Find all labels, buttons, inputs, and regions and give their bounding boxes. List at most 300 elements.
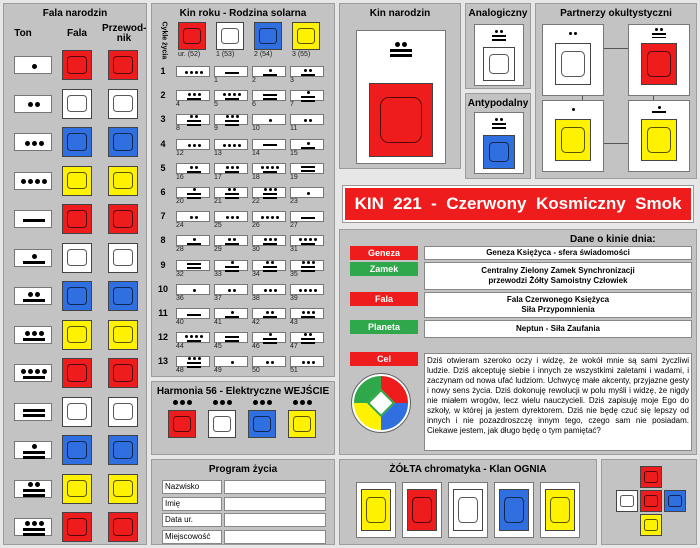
kin-year-age: 1 <box>214 77 218 84</box>
dot <box>309 119 312 122</box>
harmonia-title: Harmonia 56 - Elektryczne WEJŚCIE <box>156 386 330 397</box>
bar <box>263 243 277 245</box>
partner-yellow-seal-icon <box>641 119 677 161</box>
kin-year-age: 21 <box>214 198 222 205</box>
tone-5-icon <box>15 211 53 229</box>
dot <box>198 144 201 147</box>
tone-12-icon <box>475 29 523 41</box>
bar <box>263 342 277 344</box>
year-header-label: 1 (53) <box>216 51 235 58</box>
dot <box>307 261 310 264</box>
bar <box>187 314 201 316</box>
tone-dots <box>190 166 198 169</box>
dot <box>173 400 178 405</box>
dot <box>185 335 188 338</box>
fala-white-seal-icon <box>62 89 92 119</box>
kin-year-age: 28 <box>176 246 184 254</box>
kin-year-cell[interactable] <box>214 260 248 271</box>
dot <box>188 144 191 147</box>
cross-blue-seal-icon <box>664 490 686 512</box>
tone-dots <box>185 335 203 338</box>
bar <box>263 171 277 173</box>
kin-year-cell[interactable] <box>176 114 210 125</box>
kin-year-cell[interactable] <box>290 66 324 77</box>
bar <box>301 74 315 76</box>
bar <box>492 39 506 41</box>
dot <box>307 311 310 314</box>
bar <box>492 35 506 37</box>
chromatyka-blue-seal-icon <box>499 489 529 531</box>
tone-10-icon <box>253 91 287 102</box>
kin-year-age: 12 <box>176 149 184 157</box>
kin-year-age: 47 <box>290 343 298 351</box>
antypodalny-panel <box>465 93 531 179</box>
przewodnik-yellow-seal-icon <box>108 474 138 504</box>
kin-year-cell[interactable] <box>290 114 324 125</box>
bar <box>225 171 239 173</box>
kin-year-cell[interactable] <box>252 114 286 125</box>
dot <box>42 179 47 184</box>
kin-year-cell[interactable] <box>176 163 210 174</box>
kin-year-cell[interactable] <box>176 187 210 198</box>
dane-label-zamek: Zamek <box>350 262 418 276</box>
bar <box>23 414 45 417</box>
dot <box>32 141 37 146</box>
dane-value-planeta: Neptun - Siła Zaufania <box>424 320 692 338</box>
kin-narodzin-title: Kin narodzin <box>369 8 431 19</box>
tone-dots <box>28 102 40 107</box>
bar <box>225 98 239 100</box>
kin-year-cell[interactable] <box>252 356 286 367</box>
ton-box <box>14 403 52 421</box>
fala-white-seal-icon <box>62 397 92 427</box>
kin-year-cell[interactable] <box>214 66 248 77</box>
dot <box>42 369 47 374</box>
przewodnik-white-seal-icon <box>108 89 138 119</box>
tone-12-icon <box>15 481 53 499</box>
przewodnik-red-seal-icon <box>108 358 138 388</box>
kin-year-cell[interactable] <box>176 308 210 319</box>
program-field-label: Imię <box>162 497 222 511</box>
fala-blue-seal-icon <box>62 281 92 311</box>
dot <box>21 369 26 374</box>
bar <box>390 49 412 52</box>
kin-year-cell[interactable] <box>214 114 248 125</box>
dot <box>231 311 234 314</box>
dot <box>195 115 198 118</box>
fala-yellow-seal-icon <box>62 166 92 196</box>
dot <box>500 30 503 33</box>
ton-box <box>14 210 52 228</box>
tone-dots <box>213 400 232 405</box>
bar <box>23 451 45 454</box>
dot <box>236 115 239 118</box>
dot <box>304 333 307 336</box>
dot <box>261 216 264 219</box>
cycle-row-number: 12 <box>157 332 168 343</box>
bar <box>225 124 239 126</box>
bar <box>187 197 201 199</box>
kin-year-cell[interactable] <box>290 235 324 246</box>
kin-year-cell[interactable] <box>176 356 210 367</box>
chromatyka-box <box>540 482 580 538</box>
kin-year-cell[interactable] <box>176 284 210 295</box>
bar <box>23 489 45 492</box>
dane-label-planeta: Planeta <box>350 320 418 334</box>
partner-box <box>628 100 690 172</box>
kin-year-cell[interactable] <box>176 260 210 271</box>
kin-year-cell[interactable] <box>252 211 286 222</box>
year-yellow-seal-icon <box>292 22 320 50</box>
kin-year-cell[interactable] <box>176 332 210 343</box>
kin-year-cell[interactable] <box>252 260 286 271</box>
fala-red-seal-icon <box>62 50 92 80</box>
kin-year-age: 18 <box>252 173 260 181</box>
dot <box>304 69 307 72</box>
bar <box>263 98 277 100</box>
dot <box>28 292 33 297</box>
kin-year-cell[interactable] <box>290 332 324 343</box>
kin-year-age: 39 <box>290 294 298 302</box>
dot <box>309 69 312 72</box>
kin-year-cell[interactable] <box>214 356 248 367</box>
dot <box>402 42 407 47</box>
kin-year-age: 45 <box>214 343 222 351</box>
tone-12-icon <box>177 115 211 126</box>
dot <box>569 32 572 35</box>
dot <box>228 188 231 191</box>
kin-roku-panel <box>151 3 335 377</box>
cycle-row-number: 9 <box>160 259 166 270</box>
dot <box>223 93 226 96</box>
dot <box>233 238 236 241</box>
kin-year-age: 27 <box>290 222 298 230</box>
kin-year-age: 26 <box>252 222 260 230</box>
kin-year-cell[interactable] <box>252 332 286 343</box>
chromatyka-box <box>494 482 534 538</box>
tone-dots <box>223 93 241 96</box>
bar <box>187 98 201 100</box>
bar <box>225 193 239 195</box>
kin-year-cell[interactable] <box>214 332 248 343</box>
tone-dots <box>223 144 241 147</box>
kin-year-cell[interactable] <box>290 187 324 198</box>
fala-narodzin-panel <box>3 3 147 545</box>
kin-year-age: 43 <box>290 319 298 326</box>
dot <box>21 179 26 184</box>
cross-red-seal-icon <box>640 490 662 512</box>
bar <box>23 456 45 459</box>
bar <box>23 338 45 341</box>
kin-year-cell[interactable] <box>252 139 286 150</box>
cycle-row-number: 13 <box>157 356 168 367</box>
dot <box>309 238 312 241</box>
tone-1-icon <box>15 57 53 75</box>
bar <box>301 96 315 98</box>
tone-dots <box>25 141 44 146</box>
year-blue-seal-icon <box>254 22 282 50</box>
przewodnik-white-seal-icon <box>108 243 138 273</box>
dot <box>309 333 312 336</box>
analogiczny-title: Analogiczny <box>468 8 528 19</box>
dot <box>32 331 37 336</box>
tone-dots <box>293 400 312 405</box>
bar <box>225 120 239 122</box>
bar <box>301 316 315 318</box>
tone-3-icon <box>15 134 53 152</box>
tone-dots <box>188 357 201 360</box>
dot <box>267 400 272 405</box>
tone-dots <box>226 166 239 169</box>
tone-dots <box>569 32 577 35</box>
dot <box>299 289 302 292</box>
tone-3-icon <box>288 399 316 405</box>
tone-dots <box>193 238 196 241</box>
kin-narodzin-panel <box>339 3 461 169</box>
kin-year-cell[interactable] <box>290 356 324 367</box>
dot <box>231 216 234 219</box>
fala-narodzin-title: Fala narodzin <box>42 8 108 19</box>
tone-9-icon <box>15 365 53 383</box>
kin-roku-title: Kin roku - Rodzina solarna <box>179 8 307 19</box>
tone-dots <box>266 361 274 364</box>
tone-dots <box>307 192 310 195</box>
kin-year-cell[interactable] <box>176 211 210 222</box>
dot <box>314 289 317 292</box>
kin-year-cell[interactable] <box>176 66 210 77</box>
dot <box>307 142 310 145</box>
analogiczny-panel <box>465 3 531 89</box>
kin-year-age: 10 <box>252 125 260 133</box>
kin-year-cell[interactable] <box>214 90 248 101</box>
chromatyka-box <box>402 482 442 538</box>
bar <box>390 54 412 57</box>
kin-year-cell[interactable] <box>176 235 210 246</box>
bar <box>263 144 277 146</box>
partner-yellow-seal-icon <box>555 119 591 161</box>
program-field-input[interactable] <box>224 530 326 544</box>
fala-blue-seal-icon <box>62 435 92 465</box>
dot <box>35 179 40 184</box>
kin-year-age: 11 <box>290 125 298 133</box>
kin-year-age: 19 <box>290 173 298 181</box>
bar <box>23 376 45 379</box>
program-field-input[interactable] <box>224 513 326 527</box>
kin-year-cell[interactable] <box>214 187 248 198</box>
tone-dots <box>655 28 663 31</box>
kin-year-cell[interactable] <box>214 284 248 295</box>
tone-dots <box>228 238 236 241</box>
kin-narodzin-box <box>356 30 446 164</box>
kin-year-cell[interactable] <box>214 139 248 150</box>
dane-value-zamek: Centralny Zielony Zamek Synchronizacji przewodzi Żółty Samoistny Człowiek <box>424 262 692 290</box>
dot <box>198 357 201 360</box>
bar <box>23 261 45 264</box>
tone-dots <box>658 106 661 109</box>
bar <box>263 94 277 96</box>
ton-box <box>14 133 52 151</box>
kin-year-cell[interactable] <box>214 163 248 174</box>
partner-red-seal-icon <box>641 43 677 85</box>
kin-year-cell[interactable] <box>290 260 324 271</box>
bar <box>225 72 239 74</box>
kin-year-cell[interactable] <box>290 139 324 150</box>
kin-year-age: 49 <box>214 367 222 375</box>
kin-year-cell[interactable] <box>252 163 286 174</box>
cycle-row-number: 5 <box>160 162 166 173</box>
kin-year-cell[interactable] <box>214 235 248 246</box>
tone-dots <box>25 331 44 336</box>
dot <box>35 292 40 297</box>
bar <box>263 193 277 195</box>
kin-year-cell[interactable] <box>176 90 210 101</box>
kin-year-cell[interactable] <box>252 187 286 198</box>
bar <box>301 270 315 272</box>
kin-year-age: 20 <box>176 198 184 205</box>
fala-red-seal-icon <box>62 204 92 234</box>
przewodnik-white-seal-icon <box>108 397 138 427</box>
tone-dots <box>188 144 201 147</box>
harmonia-white-seal-icon <box>208 410 236 438</box>
bar <box>301 338 315 340</box>
tone-dots <box>304 333 312 336</box>
chromatyka-white-seal-icon <box>453 489 483 531</box>
dot <box>193 93 196 96</box>
bar <box>263 316 277 318</box>
dot <box>35 482 40 487</box>
kin-title: KIN 221 - Czerwony Kosmiczny Smok <box>343 186 694 222</box>
kin-year-cell[interactable] <box>290 284 324 295</box>
chromatyka-box <box>448 482 488 538</box>
tone-11-icon <box>15 442 53 460</box>
dot <box>226 166 229 169</box>
tone-dots <box>495 30 503 33</box>
tone-dots <box>231 261 234 264</box>
bar <box>23 299 45 302</box>
tone-dots <box>228 289 236 292</box>
kin-year-cell[interactable] <box>252 308 286 319</box>
dot <box>233 289 236 292</box>
bar <box>301 243 315 245</box>
dane-title: Dane o kinie dnia: <box>570 234 656 245</box>
bar <box>492 123 506 125</box>
tone-4-icon <box>15 173 53 191</box>
bar <box>263 338 277 340</box>
dot <box>302 361 305 364</box>
kin-year-age: 34 <box>252 270 260 278</box>
tone-dots <box>264 289 277 292</box>
kin-year-cell[interactable] <box>290 163 324 174</box>
dot <box>312 261 315 264</box>
kin-year-cell[interactable] <box>252 284 286 295</box>
fala-yellow-seal-icon <box>62 320 92 350</box>
bar <box>652 33 666 35</box>
dot <box>300 400 305 405</box>
dot <box>264 289 267 292</box>
fala-red-seal-icon <box>62 512 92 542</box>
kin-year-cell[interactable] <box>290 308 324 319</box>
year-header-label: 3 (55) <box>292 51 311 58</box>
kin-year-age: 6 <box>252 101 256 109</box>
dot <box>269 289 272 292</box>
bar <box>301 217 315 219</box>
program-field-label: Miejscowość <box>162 530 222 544</box>
bar <box>301 147 315 149</box>
ton-box <box>14 480 52 498</box>
harmonia-blue-seal-icon <box>248 410 276 438</box>
tone-dots <box>185 71 203 74</box>
kin-year-age: 44 <box>176 343 184 351</box>
dane-label-fala: Fala <box>350 292 418 306</box>
kin-year-age: 3 <box>290 77 294 84</box>
dot <box>231 166 234 169</box>
dot <box>314 238 317 241</box>
kin-year-cell[interactable] <box>290 211 324 222</box>
dot <box>271 311 274 314</box>
kin-year-cell[interactable] <box>252 235 286 246</box>
tone-dots <box>307 142 310 145</box>
dot <box>185 71 188 74</box>
year-red-seal-icon <box>178 22 206 50</box>
kin-year-cell[interactable] <box>214 308 248 319</box>
dot <box>236 216 239 219</box>
dot <box>655 28 658 31</box>
harmonia-red-seal-icon <box>168 410 196 438</box>
dot <box>395 42 400 47</box>
tone-dots <box>266 311 274 314</box>
dot <box>293 400 298 405</box>
dot <box>198 93 201 96</box>
kin-year-age: 7 <box>290 101 294 109</box>
przewodnik-blue-seal-icon <box>108 281 138 311</box>
dot <box>193 144 196 147</box>
bar <box>263 266 277 268</box>
kin-year-cell[interactable] <box>290 90 324 101</box>
dot <box>312 311 315 314</box>
partner-box <box>628 24 690 96</box>
przewodnik-yellow-seal-icon <box>108 166 138 196</box>
tone-4-icon <box>177 67 211 78</box>
fala-blue-seal-icon <box>62 127 92 157</box>
przewodnik-blue-seal-icon <box>108 435 138 465</box>
tone-dots <box>32 64 37 69</box>
kin-year-age: 22 <box>252 198 260 205</box>
ton-box <box>14 95 52 113</box>
dot <box>25 331 30 336</box>
dot <box>233 93 236 96</box>
dot <box>190 335 193 338</box>
dot <box>220 400 225 405</box>
tone-6-icon <box>253 67 287 78</box>
dot <box>500 118 503 121</box>
dot <box>304 238 307 241</box>
tone-dots <box>269 119 272 122</box>
kin-year-cell[interactable] <box>252 66 286 77</box>
program-field-input[interactable] <box>224 497 326 511</box>
tone-6-icon <box>629 104 689 114</box>
year-header-label: 2 (54) <box>254 51 273 58</box>
kin-year-age: 38 <box>252 294 260 302</box>
tone-8-icon <box>15 327 53 345</box>
kin-year-age: 17 <box>214 173 222 181</box>
partner-box <box>542 24 604 96</box>
cycle-row-number: 1 <box>160 66 166 76</box>
kin-year-cell[interactable] <box>176 139 210 150</box>
kin-year-cell[interactable] <box>214 211 248 222</box>
dot <box>264 188 267 191</box>
program-field-input[interactable] <box>224 480 326 494</box>
kin-year-cell[interactable] <box>252 90 286 101</box>
